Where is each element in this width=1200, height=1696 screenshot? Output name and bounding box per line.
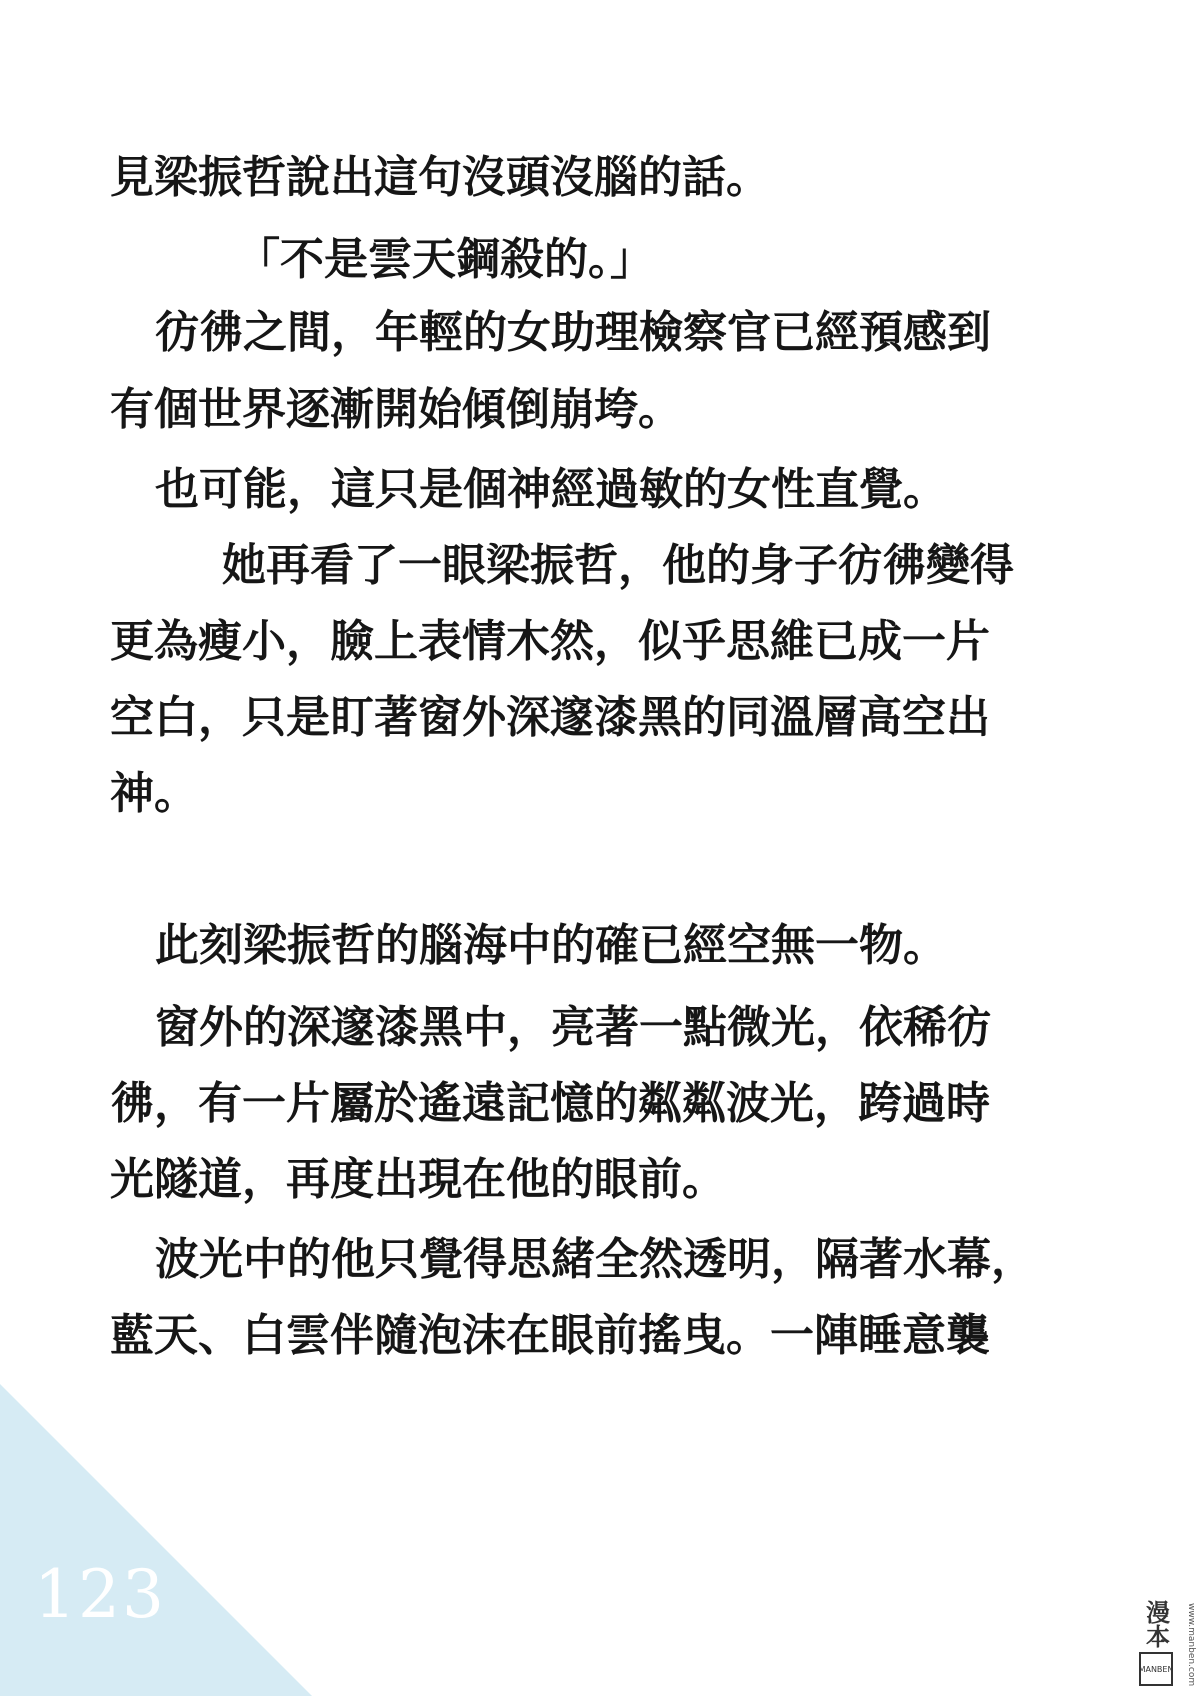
text-line: 也可能，這只是個神經過敏的女性直覺。	[155, 464, 947, 515]
text-line: 她再看了一眼梁振哲，他的身子彷彿變得	[222, 540, 1014, 591]
watermark-logo	[1126, 1536, 1186, 1686]
text-line: 光隧道，再度出現在他的眼前。	[110, 1154, 726, 1205]
text-line: 彷彿之間，年輕的女助理檢察官已經預感到	[155, 307, 991, 358]
text-line: 彿，有一片屬於遙遠記憶的粼粼波光，跨過時	[110, 1078, 990, 1129]
text-line: 空白，只是盯著窗外深邃漆黑的同溫層高空出	[110, 692, 990, 743]
text-line: 窗外的深邃漆黑中，亮著一點微光，依稀彷	[155, 1002, 991, 1053]
text-line: 波光中的他只覺得思緒全然透明，隔著水幕，	[155, 1234, 1035, 1285]
watermark-box: MANBEN	[1139, 1652, 1173, 1686]
text-line: 有個世界逐漸開始傾倒崩垮。	[110, 384, 682, 435]
text-line: 更為瘦小，臉上表情木然，似乎思維已成一片	[110, 616, 990, 667]
text-line: 神。	[110, 768, 198, 819]
watermark-url: www.manben.com	[1186, 1602, 1196, 1686]
text-line: 此刻梁振哲的腦海中的確已經空無一物。	[155, 920, 947, 971]
text-line: 見梁振哲說出這句沒頭沒腦的話。	[110, 152, 770, 203]
watermark-text: 漫本	[1141, 1600, 1170, 1648]
page-number: 123	[34, 1556, 166, 1633]
text-line: 「不是雲天鋼殺的。」	[236, 234, 654, 285]
text-line: 藍天、白雲伴隨泡沫在眼前搖曳。一陣睡意襲	[110, 1310, 990, 1361]
